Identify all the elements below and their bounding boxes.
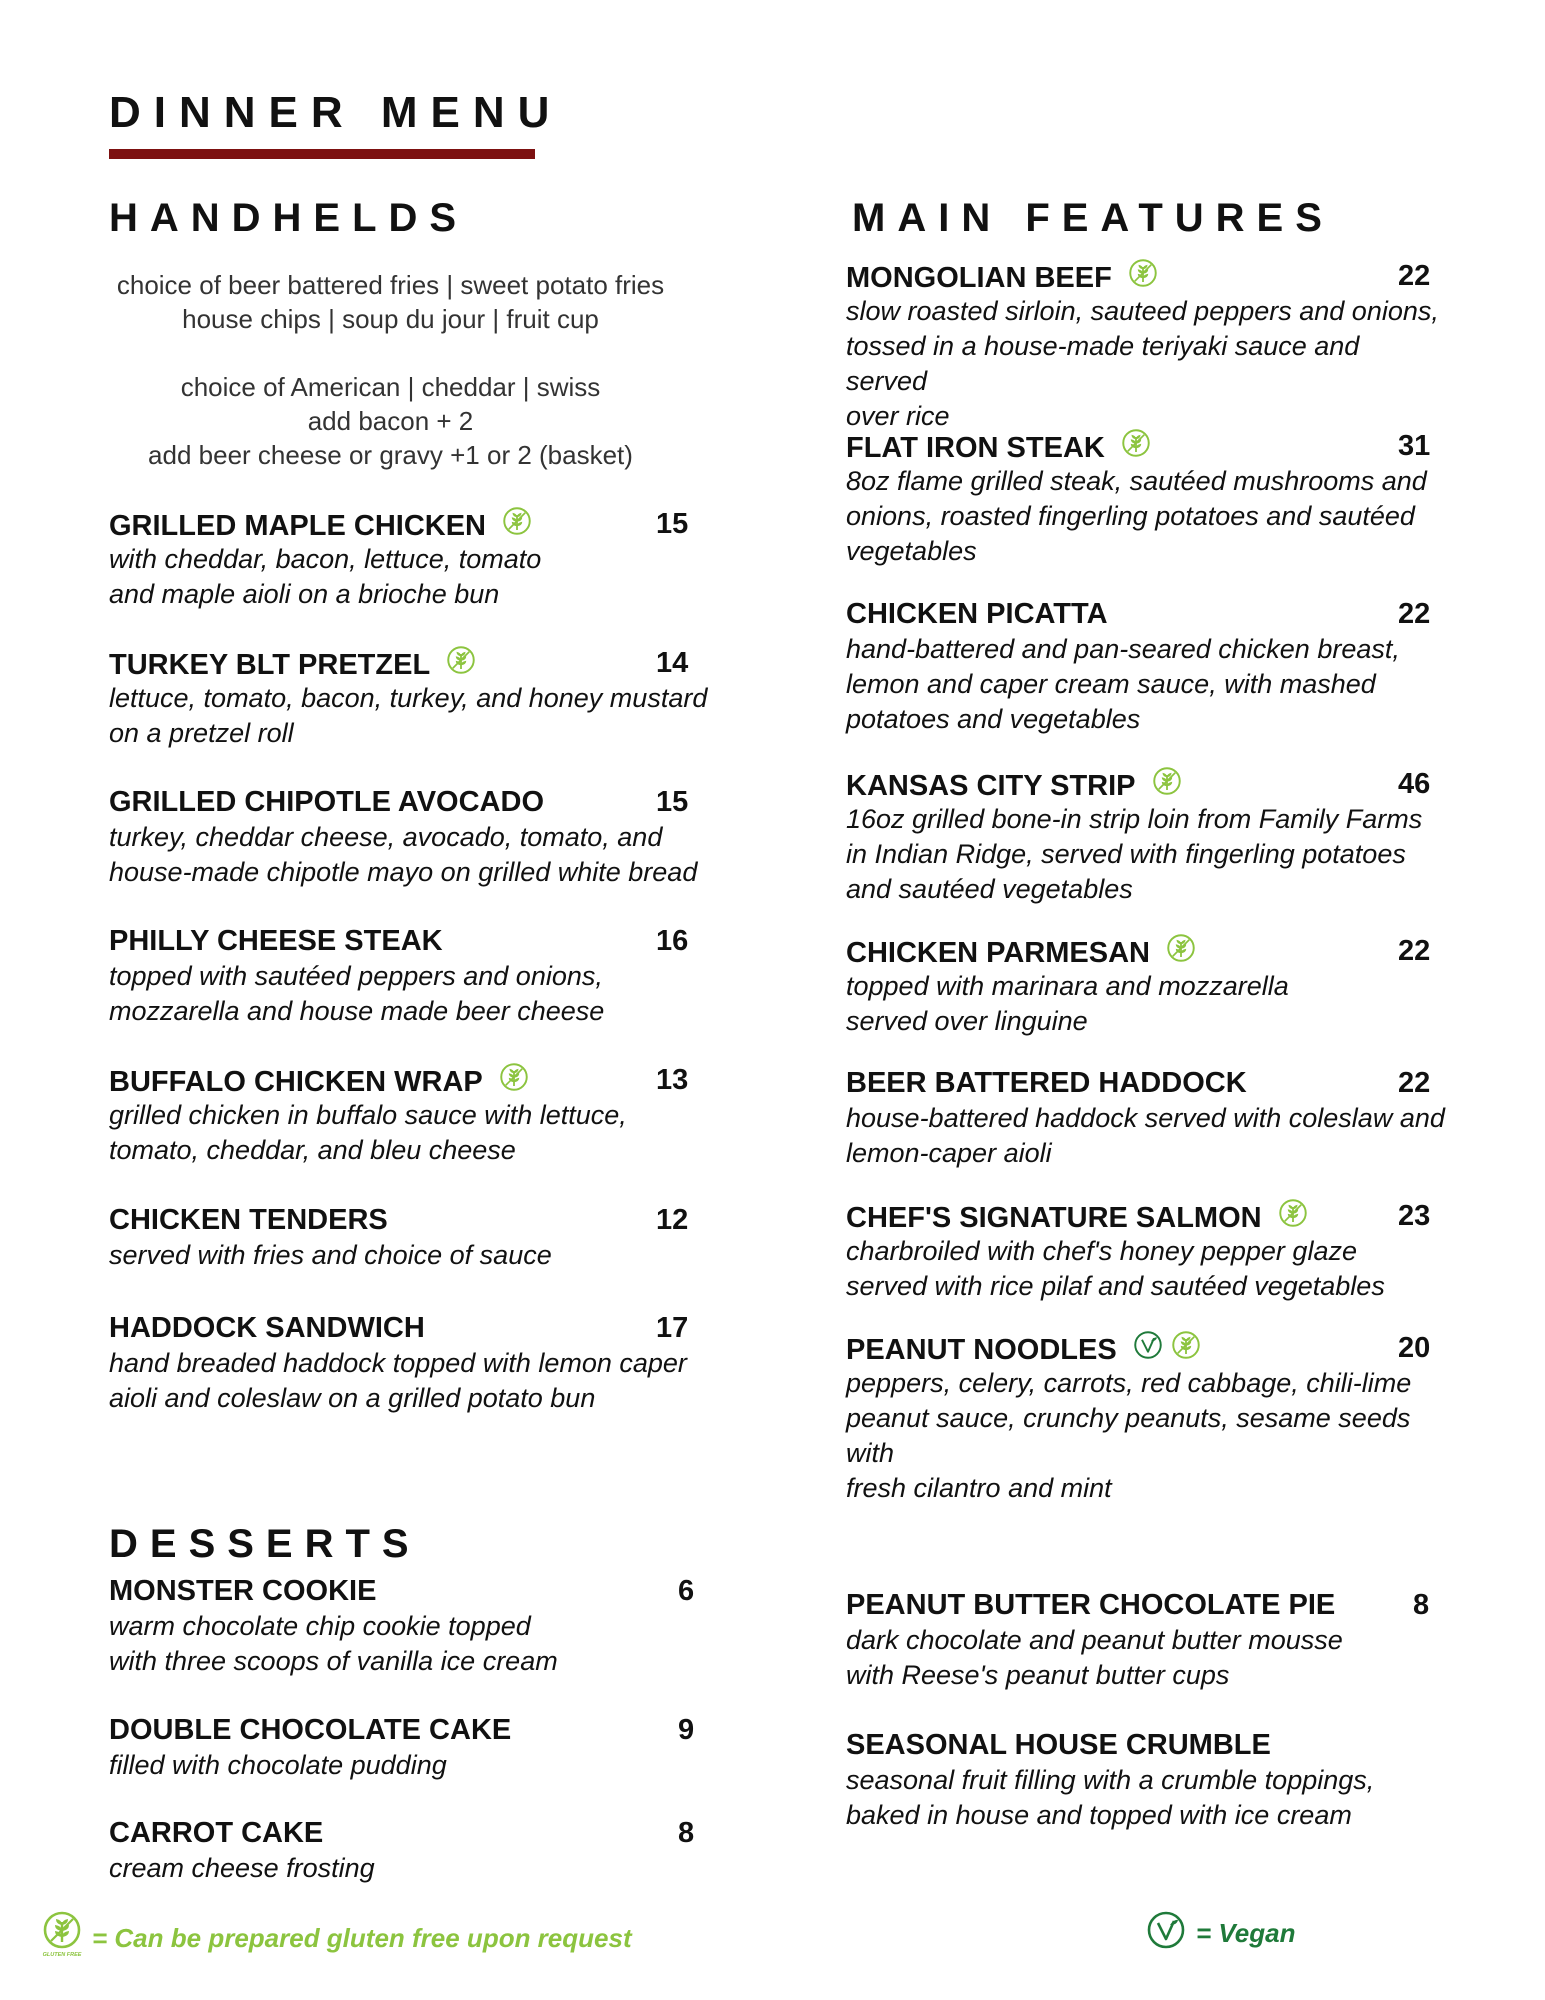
menu-item-price: 8: [1413, 1589, 1430, 1621]
menu-item-header: [109, 1202, 709, 1238]
menu-item-name-text: BUFFALO CHICKEN WRAP: [109, 1065, 483, 1098]
menu-item-price: 15: [656, 786, 689, 818]
menu-item-name: [109, 645, 476, 684]
menu-item-name: [846, 1330, 1201, 1369]
menu-item-description: 16oz grilled bone-in strip loin from Family Farms: [846, 804, 1423, 834]
menu-item-description: slow roasted sirloin, sauteed peppers and onions,: [846, 296, 1439, 326]
menu-item-price: 20: [1398, 1332, 1431, 1364]
gluten-free-icon: [499, 1062, 529, 1101]
menu-item-description: filled with chocolate pudding: [109, 1750, 447, 1780]
menu-item: [846, 1198, 1446, 1304]
menu-item-header: [109, 1062, 709, 1098]
menu-item-description: lettuce, tomato, bacon, turkey, and honey mustard: [109, 683, 708, 713]
menu-item-description: house-made chipotle mayo on grilled white bread: [109, 857, 698, 887]
menu-item-name-text: SEASONAL HOUSE CRUMBLE: [846, 1729, 1271, 1761]
handhelds-intro: [109, 268, 672, 472]
gluten-free-icon: [446, 645, 476, 684]
menu-item-price: 17: [656, 1312, 689, 1344]
intro-line: add bacon + 2: [307, 406, 474, 436]
menu-item: [109, 784, 709, 890]
menu-item-name-text: FLAT IRON STEAK: [846, 431, 1105, 464]
menu-item: [846, 1587, 1446, 1693]
main-features-title: MAIN FEATURES: [852, 196, 1334, 240]
menu-item-description: charbroiled with chef's honey pepper glaze: [846, 1236, 1357, 1266]
menu-item-name-text: CHEF'S SIGNATURE SALMON: [846, 1201, 1262, 1234]
menu-item-header: [846, 1065, 1446, 1101]
legend-gluten-free-text: = Can be prepared gluten free upon request: [92, 1923, 632, 1953]
menu-item-description: over rice: [846, 401, 950, 431]
menu-item-description: with three scoops of vanilla ice cream: [109, 1646, 558, 1676]
legend-vegan: [1146, 1910, 1295, 1957]
menu-item-price: 46: [1398, 768, 1431, 800]
gluten-free-icon: [1121, 428, 1151, 467]
menu-item-name: [109, 1310, 425, 1346]
menu-item: [109, 1815, 709, 1886]
menu-item-name-text: PHILLY CHEESE STEAK: [109, 925, 443, 957]
menu-item-description: house-battered haddock served with coleslaw and: [846, 1103, 1445, 1133]
menu-item-name: [846, 766, 1182, 805]
menu-item-description: tossed in a house-made teriyaki sauce and served: [846, 331, 1360, 396]
menu-item-header: [109, 784, 709, 820]
menu-title: DINNER MENU: [109, 88, 563, 137]
menu-item-name: [109, 1062, 529, 1101]
menu-item-description: dark chocolate and peanut butter mousse: [846, 1625, 1343, 1655]
menu-item-price: 16: [656, 925, 689, 957]
menu-item-header: [846, 1587, 1446, 1623]
menu-item: [109, 1573, 709, 1679]
menu-item-name-text: PEANUT NOODLES: [846, 1333, 1117, 1366]
menu-item: [109, 506, 709, 612]
menu-item-header: [109, 1815, 709, 1851]
menu-item-price: 12: [656, 1204, 689, 1236]
menu-item-description: seasonal fruit filling with a crumble toppings,: [846, 1765, 1375, 1795]
menu-item-name-text: MONGOLIAN BEEF: [846, 261, 1112, 294]
menu-item-name: [846, 596, 1108, 632]
menu-item: [846, 1065, 1446, 1171]
menu-item-price: 14: [656, 647, 689, 679]
menu-item: [109, 645, 709, 751]
menu-item-price: 22: [1398, 260, 1431, 292]
menu-item-description: vegetables: [846, 536, 977, 566]
menu-item-name-text: GRILLED MAPLE CHICKEN: [109, 509, 486, 542]
intro-spacer: [109, 336, 672, 370]
menu-item-header: [109, 1573, 709, 1609]
menu-item-description: lemon and caper cream sauce, with mashed: [846, 669, 1376, 699]
menu-item-description: warm chocolate chip cookie topped: [109, 1611, 531, 1641]
menu-item: [109, 923, 709, 1029]
menu-item-name-text: TURKEY BLT PRETZEL: [109, 648, 431, 681]
menu-item-header: [846, 596, 1446, 632]
menu-item-price: 23: [1398, 1200, 1431, 1232]
menu-item-description: fresh cilantro and mint: [846, 1473, 1112, 1503]
menu-item-description: baked in house and topped with ice cream: [846, 1800, 1352, 1830]
legend-gluten-free: [42, 1910, 632, 1967]
menu-item-description: topped with marinara and mozzarella: [846, 971, 1289, 1001]
vegan-icon: [1133, 1330, 1163, 1369]
menu-item-price: 9: [678, 1714, 695, 1746]
menu-item-header: [846, 1198, 1446, 1234]
menu-item-name-text: CHICKEN PICATTA: [846, 598, 1108, 630]
gluten-free-icon: [1278, 1198, 1308, 1237]
menu-item-description: and maple aioli on a brioche bun: [109, 579, 500, 609]
menu-item-name: [846, 933, 1196, 972]
gluten-free-icon: [502, 506, 532, 545]
menu-item: [846, 428, 1446, 569]
menu-item-description: peppers, celery, carrots, red cabbage, chili-lime: [846, 1368, 1412, 1398]
menu-item: [846, 766, 1446, 907]
menu-item-description: topped with sautéed peppers and onions,: [109, 961, 603, 991]
menu-item-header: [109, 1712, 709, 1748]
intro-line: add beer cheese or gravy +1 or 2 (basket): [148, 440, 633, 470]
menu-item-price: 31: [1398, 430, 1431, 462]
menu-item: [846, 258, 1446, 434]
menu-item-description: aioli and coleslaw on a grilled potato bun: [109, 1383, 596, 1413]
gluten-free-icon: [42, 1910, 82, 1967]
menu-item-description: turkey, cheddar cheese, avocado, tomato, and: [109, 822, 663, 852]
menu-item-name-text: MONSTER COOKIE: [109, 1575, 377, 1607]
menu-item-name: [109, 506, 532, 545]
menu-item-description: in Indian Ridge, served with fingerling potatoes: [846, 839, 1406, 869]
menu-item-header: [846, 1727, 1446, 1763]
menu-item-price: 22: [1398, 935, 1431, 967]
menu-item-header: [846, 933, 1446, 969]
menu-item: [846, 1330, 1446, 1506]
intro-line: house chips | soup du jour | fruit cup: [182, 304, 599, 334]
menu-item-description: hand breaded haddock topped with lemon caper: [109, 1348, 687, 1378]
menu-item-price: 8: [678, 1817, 695, 1849]
menu-item-description: served over linguine: [846, 1006, 1088, 1036]
menu-item: [846, 1727, 1446, 1833]
menu-item-header: [846, 1330, 1446, 1366]
menu-item-name-text: KANSAS CITY STRIP: [846, 769, 1136, 802]
menu-item-name-text: PEANUT BUTTER CHOCOLATE PIE: [846, 1589, 1336, 1621]
menu-item-header: [109, 1310, 709, 1346]
menu-item-name: [846, 1727, 1271, 1763]
menu-item-name-text: CARROT CAKE: [109, 1817, 324, 1849]
menu-item-header: [846, 258, 1446, 294]
gluten-free-icon: [1171, 1330, 1201, 1369]
menu-item-description: 8oz flame grilled steak, sautéed mushrooms and: [846, 466, 1427, 496]
menu-item-price: 22: [1398, 598, 1431, 630]
menu-item-description: tomato, cheddar, and bleu cheese: [109, 1135, 516, 1165]
menu-item-description: lemon-caper aioli: [846, 1138, 1052, 1168]
menu-item-name: [109, 1202, 388, 1238]
svg-text:GLUTEN FREE: GLUTEN FREE: [42, 1952, 82, 1958]
menu-item-header: [109, 645, 709, 681]
menu-item-name-text: CHICKEN PARMESAN: [846, 936, 1150, 969]
menu-item-name-text: CHICKEN TENDERS: [109, 1204, 388, 1236]
legend-vegan-text: = Vegan: [1196, 1918, 1296, 1948]
menu-item-name: [109, 784, 544, 820]
menu-item-description: with cheddar, bacon, lettuce, tomato: [109, 544, 542, 574]
menu-item-description: potatoes and vegetables: [846, 704, 1141, 734]
menu-item: [109, 1310, 709, 1416]
menu-item-name-text: BEER BATTERED HADDOCK: [846, 1067, 1247, 1099]
menu-item-name: [109, 1815, 323, 1851]
menu-item: [109, 1712, 709, 1783]
menu-item-description: served with fries and choice of sauce: [109, 1240, 552, 1270]
menu-item-description: on a pretzel roll: [109, 718, 294, 748]
menu-item-description: cream cheese frosting: [109, 1853, 375, 1883]
menu-item-name: [846, 1198, 1308, 1237]
menu-item-header: [109, 506, 709, 542]
menu-item-name: [846, 1065, 1247, 1101]
menu-item-price: 22: [1398, 1067, 1431, 1099]
gluten-free-icon: [1166, 933, 1196, 972]
menu-item-price: 6: [678, 1575, 695, 1607]
gluten-free-icon: [1152, 766, 1182, 805]
menu-item-name-text: GRILLED CHIPOTLE AVOCADO: [109, 786, 544, 818]
menu-item-name: [846, 258, 1158, 297]
menu-item-header: [846, 428, 1446, 464]
menu-item: [109, 1202, 709, 1273]
menu-item: [109, 1062, 709, 1168]
desserts-title: DESSERTS: [109, 1522, 421, 1566]
menu-item-price: 15: [656, 508, 689, 540]
menu-item-name: [109, 1573, 376, 1609]
intro-line: choice of beer battered fries | sweet potato fries: [116, 270, 665, 300]
menu-item-name: [109, 923, 443, 959]
menu-item-header: [846, 766, 1446, 802]
title-underline: [109, 149, 535, 159]
menu-item: [846, 596, 1446, 737]
menu-item-description: mozzarella and house made beer cheese: [109, 996, 605, 1026]
menu-item-name: [109, 1712, 511, 1748]
menu-item: [846, 933, 1446, 1039]
intro-line: choice of American | cheddar | swiss: [180, 372, 601, 402]
handhelds-title: HANDHELDS: [109, 196, 469, 240]
menu-item-name-text: HADDOCK SANDWICH: [109, 1312, 425, 1344]
menu-item-description: grilled chicken in buffalo sauce with lettuce,: [109, 1100, 627, 1130]
menu-item-description: hand-battered and pan-seared chicken breast,: [846, 634, 1400, 664]
menu-item-price: 13: [656, 1064, 689, 1096]
menu-item-description: served with rice pilaf and sautéed vegetables: [846, 1271, 1385, 1301]
menu-item-name-text: DOUBLE CHOCOLATE CAKE: [109, 1714, 512, 1746]
menu-item-description: with Reese's peanut butter cups: [846, 1660, 1230, 1690]
menu-item-description: onions, roasted fingerling potatoes and sautéed: [846, 501, 1415, 531]
vegan-icon: [1146, 1910, 1186, 1957]
menu-item-name: [846, 1587, 1335, 1623]
menu-item-name: [846, 428, 1151, 467]
menu-item-header: [109, 923, 709, 959]
gluten-free-icon: [1128, 258, 1158, 297]
menu-item-description: and sautéed vegetables: [846, 874, 1133, 904]
menu-item-description: peanut sauce, crunchy peanuts, sesame seeds with: [846, 1403, 1411, 1468]
